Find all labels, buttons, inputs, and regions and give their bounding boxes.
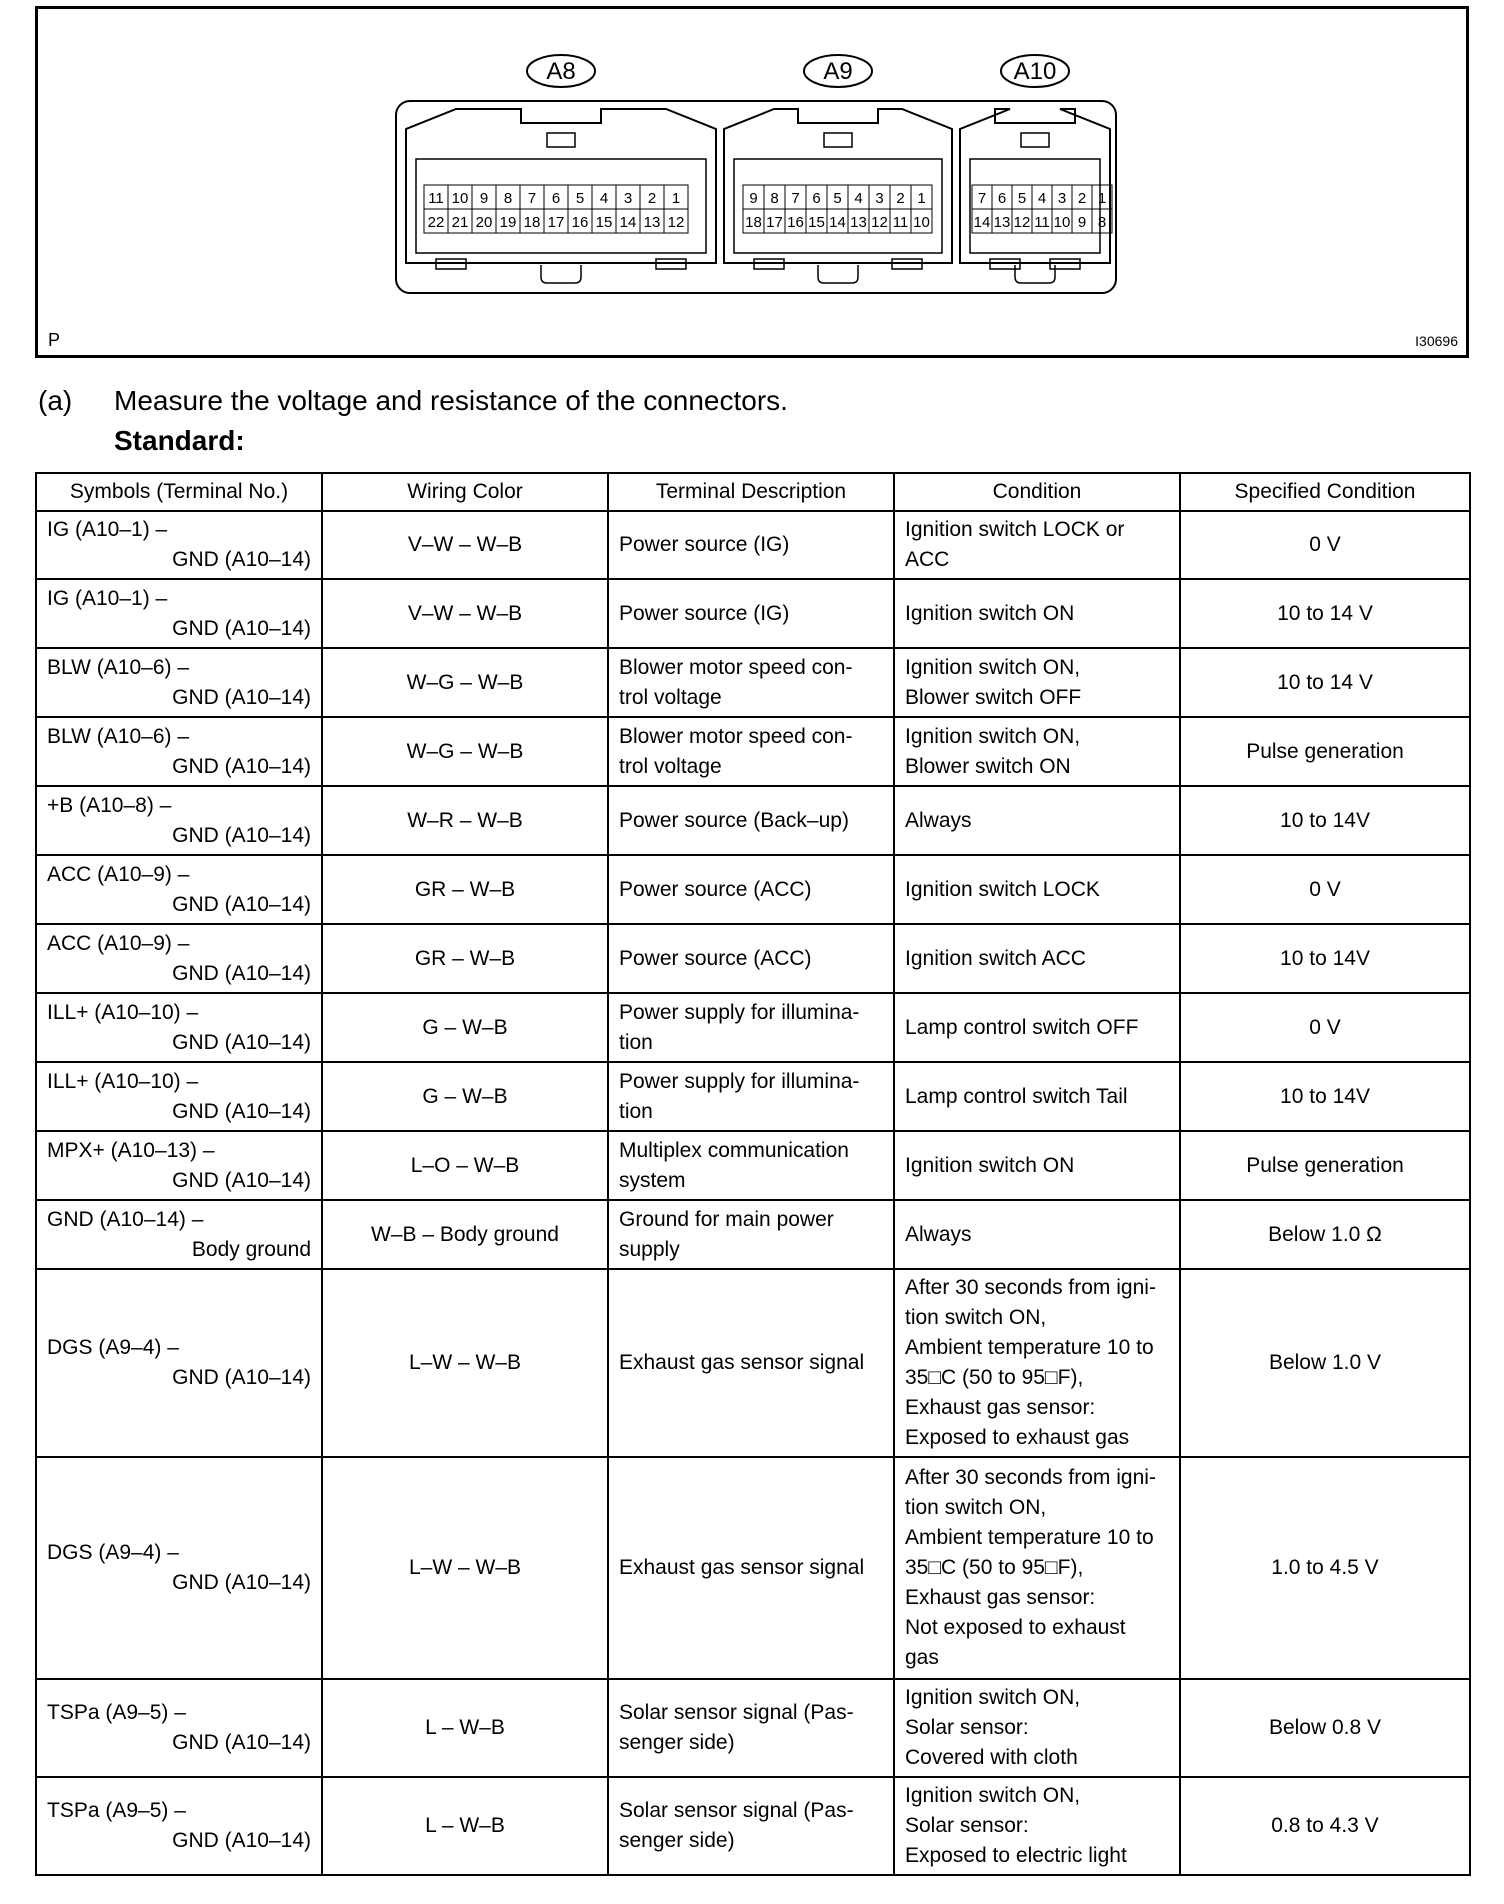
header-specified-condition: Specified Condition	[1180, 473, 1470, 511]
specified-condition-cell: Below 1.0 Ω	[1180, 1200, 1470, 1269]
pin-number: 7	[527, 190, 537, 207]
symbol-cell	[36, 786, 322, 855]
pin-number: 11	[1034, 214, 1050, 231]
symbol-cell	[36, 1200, 322, 1269]
wiring-color-cell: G – W–B	[322, 993, 608, 1062]
ground-symbol: Body ground	[191, 1237, 311, 1261]
pin-number: 5	[833, 190, 842, 207]
wiring-color-cell: W–G – W–B	[322, 717, 608, 786]
ground-symbol: GND (A10–14)	[172, 548, 311, 571]
connector-key	[818, 265, 858, 283]
standard-table	[35, 472, 1471, 1876]
specified-condition-cell: 0 V	[1180, 855, 1470, 924]
pin-number: 2	[647, 190, 657, 207]
ground-symbol: GND (A10–14)	[172, 1099, 311, 1123]
pin-number: 14	[619, 214, 637, 231]
terminal-symbol: ACC (A10–9) –	[47, 931, 190, 955]
table-row	[36, 717, 1470, 786]
pin-number: 14	[973, 214, 991, 231]
pin-number: 10	[1053, 214, 1071, 231]
header-wiring-color: Wiring Color	[322, 473, 608, 511]
terminal-description-cell: Power source (ACC)	[608, 855, 894, 924]
pin-number: 6	[812, 190, 821, 207]
terminal-description-cell: Ground for main power supply	[608, 1200, 894, 1269]
symbol-cell	[36, 993, 322, 1062]
instruction	[38, 384, 788, 418]
condition-cell: After 30 seconds from igni- tion switch ON, Ambient temperature 10 to 35□C (50 to 95□F), Exhaust gas sensor: Not exposed to exhaust gas	[894, 1457, 1180, 1679]
ground-symbol: GND (A10–14)	[172, 754, 311, 778]
pin-number: 9	[749, 190, 758, 207]
wiring-color-cell: L–W – W–B	[322, 1269, 608, 1457]
standard-label: Standard:	[114, 425, 245, 456]
ground-symbol: GND (A10–14)	[172, 1030, 311, 1054]
pin-number: 1	[917, 190, 926, 207]
pin-number: 15	[808, 214, 825, 231]
terminal-description-cell: Power source (Back–up)	[608, 786, 894, 855]
symbol-cell	[36, 924, 322, 993]
condition-cell: Ignition switch ACC	[894, 924, 1180, 993]
specified-condition-cell: Below 0.8 V	[1180, 1679, 1470, 1777]
specified-condition-cell: Below 1.0 V	[1180, 1269, 1470, 1457]
table-row	[36, 1269, 1470, 1457]
pin-number: 18	[745, 214, 762, 231]
ground-symbol: GND (A10–14)	[172, 892, 311, 916]
pin-number: 5	[575, 190, 585, 207]
pin-number: 19	[499, 214, 517, 231]
symbol-cell	[36, 648, 322, 717]
pin-number: 6	[551, 190, 561, 207]
pin-number: 2	[896, 190, 905, 207]
wiring-color-cell: L–W – W–B	[322, 1457, 608, 1679]
step-letter: (a)	[38, 385, 73, 416]
pin-number: 3	[623, 190, 633, 207]
wiring-color-cell: L – W–B	[322, 1679, 608, 1777]
header-symbols: Symbols (Terminal No.)	[36, 473, 322, 511]
specified-condition-cell: 10 to 14 V	[1180, 648, 1470, 717]
table-row	[36, 511, 1470, 579]
condition-cell: Ignition switch ON	[894, 1131, 1180, 1200]
connector-figure	[35, 6, 1469, 358]
header-terminal-description: Terminal Description	[608, 473, 894, 511]
wiring-color-cell: V–W – W–B	[322, 511, 608, 579]
specified-condition-cell: 10 to 14V	[1180, 1062, 1470, 1131]
connector-key	[1015, 265, 1055, 283]
terminal-symbol: BLW (A10–6) –	[47, 724, 190, 748]
wiring-color-cell: W–B – Body ground	[322, 1200, 608, 1269]
condition-cell: Ignition switch ON, Solar sensor: Exposed to electric light	[894, 1777, 1180, 1875]
table-row	[36, 1777, 1470, 1875]
condition-cell: Ignition switch LOCK or ACC	[894, 511, 1180, 579]
terminal-symbol: ILL+ (A10–10) –	[47, 1069, 199, 1093]
terminal-symbol: TSPa (A9–5) –	[47, 1799, 186, 1822]
pin-number: 7	[977, 190, 987, 207]
pin-number: 8	[503, 190, 513, 207]
ground-symbol: GND (A10–14)	[172, 961, 311, 985]
terminal-description-cell: Power source (IG)	[608, 579, 894, 648]
ground-symbol: GND (A10–14)	[172, 1571, 311, 1594]
table-row	[36, 1062, 1470, 1131]
pin-number: 3	[1057, 190, 1067, 207]
pin-number: 16	[571, 214, 589, 231]
condition-cell: Always	[894, 786, 1180, 855]
condition-cell: Lamp control switch OFF	[894, 993, 1180, 1062]
condition-cell: Ignition switch ON, Blower switch OFF	[894, 648, 1180, 717]
condition-cell: Lamp control switch Tail	[894, 1062, 1180, 1131]
ground-symbol: GND (A10–14)	[172, 685, 311, 709]
pin-number: 2	[1077, 190, 1087, 207]
terminal-description-cell: Solar sensor signal (Pas- senger side)	[608, 1777, 894, 1875]
connector-key	[541, 265, 581, 283]
table-row	[36, 648, 1470, 717]
pin-number: 8	[770, 190, 779, 207]
specified-condition-cell: 10 to 14V	[1180, 786, 1470, 855]
table-row	[36, 855, 1470, 924]
terminal-description-cell: Power source (IG)	[608, 511, 894, 579]
connector-latch	[547, 133, 575, 147]
figure-id: I30696	[1415, 333, 1458, 349]
symbol-cell	[36, 1269, 322, 1457]
symbol-cell	[36, 1131, 322, 1200]
terminal-symbol: +B (A10–8) –	[47, 793, 172, 817]
connector-label: A9	[823, 58, 853, 85]
pin-number: 10	[913, 214, 930, 231]
terminal-description-cell: Solar sensor signal (Pas- senger side)	[608, 1679, 894, 1777]
specified-condition-cell: 0.8 to 4.3 V	[1180, 1777, 1470, 1875]
table-row	[36, 786, 1470, 855]
connector-diagram	[38, 9, 1466, 355]
pin-number: 13	[993, 214, 1011, 231]
pin-number: 15	[595, 214, 613, 231]
connector-label: A10	[1013, 58, 1057, 85]
specified-condition-cell: 10 to 14V	[1180, 924, 1470, 993]
specified-condition-cell: 0 V	[1180, 511, 1470, 579]
ground-symbol: GND (A10–14)	[172, 1829, 311, 1852]
pin-number: 7	[791, 190, 800, 207]
symbol-cell	[36, 511, 322, 579]
terminal-symbol: ILL+ (A10–10) –	[47, 1000, 199, 1024]
terminal-description-cell: Exhaust gas sensor signal	[608, 1269, 894, 1457]
wiring-color-cell: G – W–B	[322, 1062, 608, 1131]
table-row	[36, 924, 1470, 993]
wiring-color-cell: GR – W–B	[322, 924, 608, 993]
terminal-description-cell: Exhaust gas sensor signal	[608, 1457, 894, 1679]
pin-number: 12	[1013, 214, 1031, 231]
connector-latch	[1021, 133, 1049, 147]
wiring-color-cell: W–G – W–B	[322, 648, 608, 717]
connector-shell	[406, 109, 716, 263]
terminal-symbol: DGS (A9–4) –	[47, 1541, 179, 1564]
symbol-cell	[36, 855, 322, 924]
symbol-cell	[36, 1777, 322, 1875]
figure-corner-letter: P	[48, 330, 61, 350]
pin-number: 5	[1017, 190, 1027, 207]
pin-number: 12	[871, 214, 888, 231]
ground-symbol: GND (A10–14)	[172, 1168, 311, 1192]
table-row	[36, 579, 1470, 648]
terminal-description-cell: Power supply for illumina- tion	[608, 1062, 894, 1131]
wiring-color-cell: GR – W–B	[322, 855, 608, 924]
specified-condition-cell: 0 V	[1180, 993, 1470, 1062]
connector-latch	[824, 133, 852, 147]
condition-cell: Ignition switch ON, Blower switch ON	[894, 717, 1180, 786]
pin-number: 4	[1037, 190, 1047, 207]
terminal-symbol: MPX+ (A10–13) –	[47, 1138, 215, 1162]
table-row	[36, 993, 1470, 1062]
specified-condition-cell: Pulse generation	[1180, 717, 1470, 786]
pin-number: 16	[787, 214, 804, 231]
terminal-symbol: ACC (A10–9) –	[47, 862, 190, 886]
symbol-cell	[36, 1679, 322, 1777]
pin-number: 17	[766, 214, 783, 231]
pin-number: 13	[643, 214, 661, 231]
ground-symbol: GND (A10–14)	[172, 1366, 311, 1389]
wiring-color-cell: V–W – W–B	[322, 579, 608, 648]
terminal-description-cell: Blower motor speed con- trol voltage	[608, 717, 894, 786]
terminal-symbol: IG (A10–1) –	[47, 518, 168, 541]
terminal-description-cell: Blower motor speed con- trol voltage	[608, 648, 894, 717]
pin-number: 11	[428, 190, 444, 207]
specified-condition-cell: Pulse generation	[1180, 1131, 1470, 1200]
wiring-color-cell: L – W–B	[322, 1777, 608, 1875]
connector-label: A8	[546, 58, 576, 85]
connector-shell	[960, 109, 1110, 263]
condition-cell: Ignition switch ON, Solar sensor: Covered with cloth	[894, 1679, 1180, 1777]
pin-number: 21	[451, 214, 469, 231]
terminal-description-cell: Power source (ACC)	[608, 924, 894, 993]
terminal-symbol: TSPa (A9–5) –	[47, 1701, 186, 1724]
pin-number: 1	[1097, 190, 1107, 207]
pin-number: 3	[875, 190, 884, 207]
terminal-description-cell: Power supply for illumina- tion	[608, 993, 894, 1062]
table-row	[36, 1131, 1470, 1200]
symbol-cell	[36, 579, 322, 648]
symbol-cell	[36, 1457, 322, 1679]
ground-symbol: GND (A10–14)	[172, 823, 311, 847]
pin-number: 4	[599, 190, 609, 207]
condition-cell: Always	[894, 1200, 1180, 1269]
pin-number: 22	[427, 214, 445, 231]
condition-cell: Ignition switch ON	[894, 579, 1180, 648]
terminal-symbol: BLW (A10–6) –	[47, 655, 190, 679]
wiring-color-cell: W–R – W–B	[322, 786, 608, 855]
table-body	[36, 511, 1470, 1875]
symbol-cell	[36, 1062, 322, 1131]
pin-number: 13	[850, 214, 867, 231]
condition-cell: Ignition switch LOCK	[894, 855, 1180, 924]
specified-condition-cell: 10 to 14 V	[1180, 579, 1470, 648]
instruction-text: Measure the voltage and resistance of the connectors.	[114, 385, 788, 416]
terminal-description-cell: Multiplex communication system	[608, 1131, 894, 1200]
terminal-symbol: IG (A10–1) –	[47, 586, 168, 610]
pin-number: 17	[547, 214, 565, 231]
header-condition: Condition	[894, 473, 1180, 511]
pin-number: 4	[854, 190, 863, 207]
wiring-color-cell: L–O – W–B	[322, 1131, 608, 1200]
terminal-symbol: GND (A10–14) –	[47, 1207, 204, 1231]
ground-symbol: GND (A10–14)	[172, 616, 311, 640]
pin-number: 11	[892, 214, 909, 231]
pin-number: 8	[1097, 214, 1107, 231]
pin-number: 14	[829, 214, 846, 231]
terminal-symbol: DGS (A9–4) –	[47, 1336, 179, 1359]
symbol-cell	[36, 717, 322, 786]
table-row	[36, 1457, 1470, 1679]
specified-condition-cell: 1.0 to 4.5 V	[1180, 1457, 1470, 1679]
pin-number: 12	[667, 214, 685, 231]
pin-number: 10	[451, 190, 469, 207]
pin-number: 1	[671, 190, 681, 207]
table-row	[36, 1679, 1470, 1777]
table-row	[36, 1200, 1470, 1269]
pin-number: 18	[523, 214, 541, 231]
table-header-row	[36, 473, 1470, 511]
pin-number: 6	[997, 190, 1007, 207]
connector-shell	[724, 109, 952, 263]
pin-number: 9	[1077, 214, 1087, 231]
ground-symbol: GND (A10–14)	[172, 1731, 311, 1754]
pin-number: 9	[479, 190, 489, 207]
pin-number: 20	[475, 214, 493, 231]
condition-cell: After 30 seconds from igni- tion switch ON, Ambient temperature 10 to 35□C (50 to 95□F), Exhaust gas sensor: Exposed to exhaust gas	[894, 1269, 1180, 1457]
